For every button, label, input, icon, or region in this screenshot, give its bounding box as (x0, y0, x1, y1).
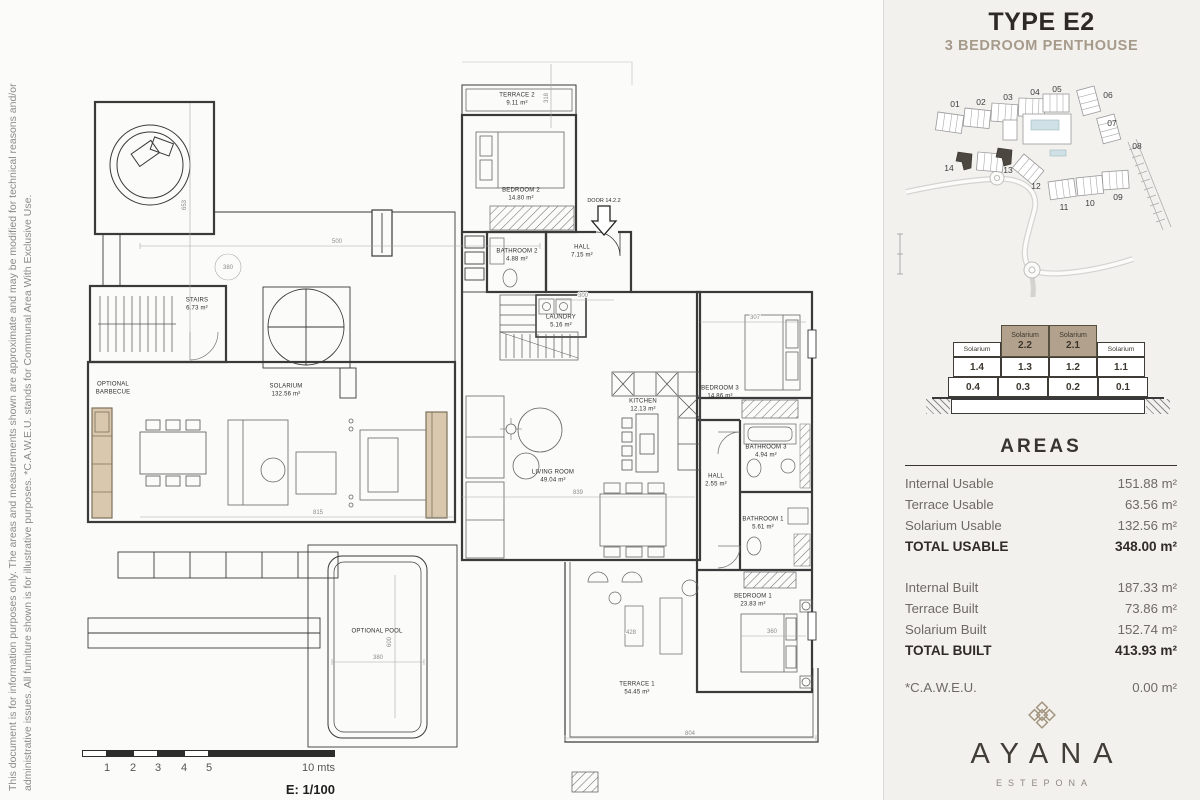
areas-block (905, 436, 1177, 698)
site-number: 10 (1085, 198, 1095, 208)
site-number: 03 (1003, 92, 1013, 102)
scale-bar-segment (209, 750, 335, 757)
scale-tick: 4 (180, 762, 188, 774)
section-cell: 0.1 (1098, 377, 1148, 397)
area-row: Internal Built 187.33 m² (905, 580, 1177, 595)
site-number: 05 (1052, 84, 1062, 94)
scale-bar-segment (133, 750, 158, 757)
section-cell-solarium-2-2: Solarium 2.2 (1001, 325, 1049, 357)
room-label-laundry: LAUNDRY 5.16 m² (546, 314, 576, 328)
site-number: 12 (1031, 181, 1041, 191)
disclaimer-line-1: This document is for information purposes only. The areas and measurements shown are approximate and may be modified for technical reasons and/or (7, 83, 19, 791)
site-number: 11 (1059, 202, 1069, 212)
site-mini-scale (897, 234, 903, 274)
room-label-bedroom-3: BEDROOM 3 14.86 m² (701, 385, 739, 399)
dim-label: 307 (749, 315, 761, 321)
room-label-hall: HALL 7.15 m² (571, 244, 593, 258)
optional-pool (328, 556, 427, 738)
area-row-total-usable: TOTAL USABLE 348.00 m² (905, 539, 1177, 554)
utility-shaft (462, 232, 487, 292)
section-cell-solarium-2-1: Solarium 2.1 (1049, 325, 1097, 357)
site-number: 02 (976, 97, 986, 107)
room-label-stairs: STAIRS 6.73 m² (185, 297, 209, 311)
terrace-1 (565, 562, 818, 792)
dim-label: 500 (331, 239, 343, 245)
brand-city: ESTEPONA (995, 778, 1093, 788)
dining-table (140, 420, 206, 486)
unit-type-title: TYPE E2 (988, 8, 1095, 36)
site-number: 06 (1103, 90, 1113, 100)
dim-label: 600 (387, 636, 393, 648)
dim-label: 804 (684, 731, 696, 737)
extent-lines (462, 62, 632, 85)
dim-label: 380 (372, 655, 384, 661)
bedroom-3-furniture (742, 315, 800, 418)
room-label-bathroom-1: BATHROOM 1 5.61 m² (742, 516, 784, 530)
site-number: 04 (1030, 87, 1040, 97)
hot-tub (110, 125, 190, 205)
area-row: Terrace Built 73.86 m² (905, 601, 1177, 616)
scale-tick: 5 (205, 762, 213, 774)
section-cell: 0.2 (1048, 377, 1098, 397)
optional-barbecue-counter (92, 408, 447, 518)
note-optional-barbecue: OPTIONAL BARBECUE (95, 381, 131, 395)
site-number: 08 (1132, 141, 1142, 151)
section-header-left: Solarium (953, 342, 1001, 357)
section-cell: 0.3 (998, 377, 1048, 397)
room-label-bedroom-2: BEDROOM 2 14.80 m² (502, 187, 540, 201)
laundry-appliances (539, 299, 571, 314)
site-diagonal-road (1128, 139, 1171, 230)
scale-end-label: 10 mts (301, 762, 335, 774)
scale-bar-segment (184, 750, 209, 757)
left-plan (88, 102, 457, 747)
dim-label: 360 (766, 629, 778, 635)
dimension-lines (140, 64, 816, 741)
site-number: 09 (1113, 192, 1123, 202)
dim-label: 839 (572, 490, 584, 496)
room-label-terrace-2: TERRACE 2 9.11 m² (499, 92, 535, 106)
brand-block (883, 700, 1200, 788)
dimension-labels (182, 92, 778, 737)
building-section-diagram (948, 323, 1148, 418)
area-row: Solarium Built 152.74 m² (905, 622, 1177, 637)
scale-bar (82, 750, 422, 800)
dim-label: 653 (182, 199, 188, 211)
dining-set (600, 483, 666, 557)
left-plan-structure (88, 210, 457, 747)
brand-ornament-icon (1027, 700, 1057, 730)
dim-label: 380 (222, 265, 234, 271)
site-plan (888, 62, 1188, 297)
section-cell: 1.1 (1097, 357, 1145, 377)
unit-subtitle: 3 BEDROOM PENTHOUSE (944, 38, 1139, 54)
scale-tick: 2 (129, 762, 137, 774)
area-row: Solarium Usable 132.56 m² (905, 518, 1177, 533)
dim-label: 815 (312, 510, 324, 516)
kitchen-cabinets (612, 372, 700, 472)
scale-bar-segment (82, 750, 107, 757)
scale-bar-segment (158, 750, 184, 757)
scale-tick: 3 (154, 762, 162, 774)
scale-tick: 1 (103, 762, 111, 774)
section-cell: 1.4 (953, 357, 1001, 377)
dim-label: 428 (625, 630, 637, 636)
area-row: Terrace Usable 63.56 m² (905, 497, 1177, 512)
section-cell: 0.4 (948, 377, 998, 397)
areas-divider (905, 465, 1177, 466)
room-label-terrace-1: TERRACE 1 54.45 m² (619, 681, 655, 695)
scale-ratio-label: E: 1/100 (285, 782, 335, 797)
brand-name: AYANA (970, 738, 1125, 770)
site-number: 07 (1107, 118, 1117, 128)
site-number: 01 (950, 99, 960, 109)
disclaimer-line-2: administrative issues. All furniture shown is for illustrative purposes. *C.A.W.E.U. stands for Communal Area With Exclusive Use. (22, 194, 34, 791)
room-label-solarium: SOLARIUM 132.56 m² (269, 383, 303, 397)
section-header-right: Solarium (1097, 342, 1145, 357)
area-row-caweu: *C.A.W.E.U. 0.00 m² (905, 680, 1177, 695)
room-label-bedroom-1: BEDROOM 1 23.83 m² (734, 593, 772, 607)
area-row-total-built: TOTAL BUILT 413.93 m² (905, 643, 1177, 658)
lounge-furniture (228, 419, 428, 507)
section-basement (951, 399, 1145, 414)
dim-label: 318 (544, 92, 550, 104)
note-optional-pool: OPTIONAL POOL (351, 628, 403, 635)
scale-bar-segment (107, 750, 133, 757)
skylight-circle (268, 289, 344, 365)
hall-doors (718, 432, 740, 568)
room-label-bathroom-2: BATHROOM 2 4.88 m² (496, 248, 538, 262)
section-hatch-left (926, 399, 950, 414)
area-row: Internal Usable 151.88 m² (905, 476, 1177, 491)
areas-title: AREAS (1000, 436, 1082, 457)
highlighted-building-14 (956, 152, 972, 170)
room-label-hall-2: HALL 2.55 m² (705, 473, 727, 487)
site-number: 14 (944, 163, 954, 173)
room-label-bathroom-3: BATHROOM 3 4.94 m² (745, 444, 787, 458)
bedroom-2-furniture (476, 132, 574, 230)
dim-label: 300 (577, 293, 589, 299)
room-label-kitchen: KITCHEN 12.13 m² (629, 398, 657, 412)
door-label: DOOR 14.2.2 (587, 198, 621, 204)
section-hatch-right (1146, 399, 1170, 414)
room-label-living-room: LIVING ROOM 49.04 m² (531, 469, 575, 483)
entrance-door (596, 229, 620, 256)
site-number: 13 (1003, 165, 1013, 175)
section-cell: 1.3 (1001, 357, 1049, 377)
section-cell: 1.2 (1049, 357, 1097, 377)
